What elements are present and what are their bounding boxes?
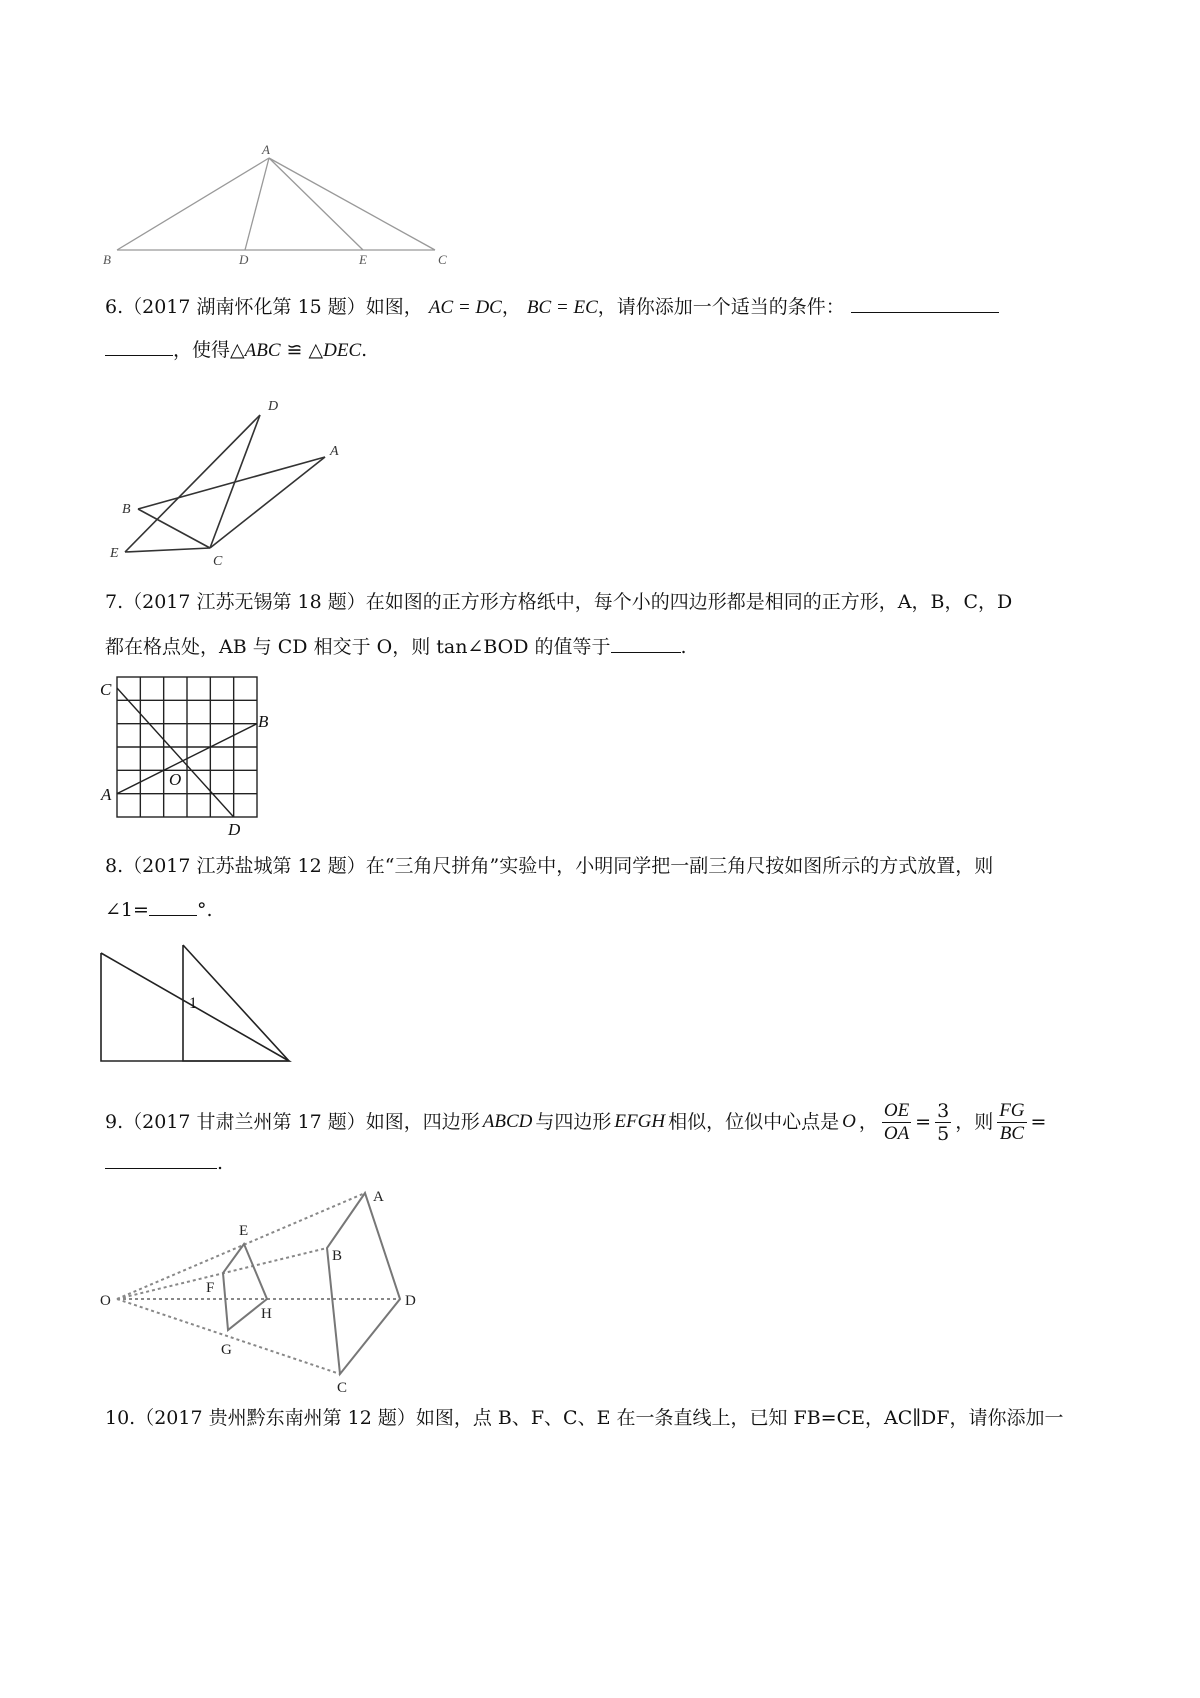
label-c: C bbox=[337, 1380, 348, 1395]
label-g: G bbox=[221, 1342, 232, 1358]
label-c: C bbox=[438, 252, 447, 267]
fraction-fg-bc bbox=[997, 1100, 1026, 1145]
label-d: D bbox=[268, 399, 279, 414]
problem-6-line-2 bbox=[105, 337, 367, 364]
label-f: F bbox=[206, 1280, 215, 1296]
problem-source: （2017 湖南怀化第 15 题）如图， bbox=[123, 296, 423, 318]
problem-text: ，使得△ bbox=[173, 339, 245, 361]
label-a: A bbox=[373, 1189, 384, 1205]
answer-blank-cont[interactable] bbox=[105, 337, 173, 356]
label-o: O bbox=[169, 770, 182, 789]
figure-homothety bbox=[95, 1180, 435, 1395]
triangle-abc: ABC bbox=[244, 340, 281, 361]
answer-blank[interactable] bbox=[149, 897, 197, 916]
label-a: A bbox=[330, 444, 339, 459]
label-o: O bbox=[100, 1293, 111, 1309]
label-a: A bbox=[262, 142, 270, 157]
label-c: C bbox=[213, 554, 223, 569]
label-d: D bbox=[228, 820, 241, 839]
problem-6-line-1 bbox=[105, 294, 999, 321]
fraction-oe-oa bbox=[882, 1100, 911, 1145]
condition-bc-ec: BC = EC bbox=[526, 297, 598, 318]
problem-source: （2017 甘肃兰州第 17 题）如图，四边形 bbox=[123, 1111, 480, 1133]
figure-triangle-abc bbox=[95, 140, 475, 270]
condition-ac-dc: AC = DC bbox=[428, 297, 502, 318]
problem-7-line-2 bbox=[105, 634, 687, 660]
numerator: FG bbox=[999, 1099, 1025, 1121]
label-b: B bbox=[122, 502, 131, 517]
problem-text: 都在格点处，AB 与 CD 相交于 O，则 tan∠BOD 的值等于 bbox=[105, 636, 611, 658]
triangle-dec: DEC bbox=[323, 340, 362, 361]
label-e: E bbox=[239, 1223, 249, 1239]
problem-8-line-1: 8.（2017 江苏盐城第 12 题）在“三角尺拼角”实验中，小明同学把一副三角尺按如图所示的方式放置，则 bbox=[105, 855, 994, 877]
problem-text: 与四边形 bbox=[535, 1111, 612, 1133]
numerator: 3 bbox=[937, 1099, 950, 1122]
answer-blank[interactable] bbox=[851, 294, 999, 313]
label-b: B bbox=[332, 1248, 343, 1264]
figure-grid bbox=[95, 665, 295, 840]
separator: ， bbox=[501, 296, 521, 318]
label-d: D bbox=[239, 252, 249, 267]
problem-text: 相似，位似中心点是 bbox=[668, 1111, 840, 1133]
label-b: B bbox=[258, 712, 269, 731]
quad-abcd: ABCD bbox=[482, 1111, 533, 1132]
label-a: A bbox=[101, 785, 112, 804]
center-o: O bbox=[842, 1111, 856, 1132]
period: . bbox=[217, 1152, 224, 1174]
problem-text: ，则 bbox=[955, 1111, 994, 1133]
label-e: E bbox=[359, 252, 367, 267]
figure-set-squares bbox=[95, 935, 305, 1070]
congruent-symbol: ≌ △ bbox=[280, 339, 324, 361]
denominator: BC bbox=[999, 1122, 1024, 1144]
degree-unit: °. bbox=[196, 899, 213, 921]
problem-9-line-2 bbox=[105, 1150, 223, 1176]
angle-one: ∠1= bbox=[105, 899, 149, 921]
equals: = bbox=[1030, 1111, 1047, 1133]
problem-number: 9. bbox=[105, 1111, 124, 1133]
label-d: D bbox=[405, 1293, 416, 1309]
label-b: B bbox=[103, 252, 111, 267]
separator: ， bbox=[858, 1111, 878, 1133]
label-c: C bbox=[100, 680, 112, 699]
numerator: OE bbox=[883, 1099, 910, 1121]
equals: = bbox=[915, 1111, 932, 1133]
problem-10-line-1: 10.（2017 贵州黔东南州第 12 题）如图，点 B、F、C、E 在一条直线上，已知 FB=CE，AC∥DF，请你添加一 bbox=[105, 1407, 1064, 1429]
problem-7-line-1: 7.（2017 江苏无锡第 18 题）在如图的正方形方格纸中，每个小的四边形都是相同的正方形，A，B，C，D bbox=[105, 591, 1013, 613]
angle-label: 1 bbox=[189, 995, 197, 1012]
problem-text: ，请你添加一个适当的条件： bbox=[597, 296, 845, 318]
period: . bbox=[361, 339, 368, 361]
problem-number: 6. bbox=[105, 296, 124, 318]
period: . bbox=[680, 636, 687, 658]
answer-blank[interactable] bbox=[611, 634, 681, 653]
problem-8-line-2 bbox=[105, 897, 212, 923]
label-h: H bbox=[261, 1306, 272, 1322]
denominator: OA bbox=[883, 1122, 910, 1144]
fraction-3-5 bbox=[935, 1100, 951, 1145]
denominator: 5 bbox=[937, 1122, 950, 1145]
quad-efgh: EFGH bbox=[614, 1111, 666, 1132]
figure-crossed-triangles bbox=[100, 395, 360, 570]
answer-blank[interactable] bbox=[105, 1150, 217, 1169]
problem-9-line-1 bbox=[105, 1097, 1046, 1147]
label-e: E bbox=[110, 546, 119, 561]
